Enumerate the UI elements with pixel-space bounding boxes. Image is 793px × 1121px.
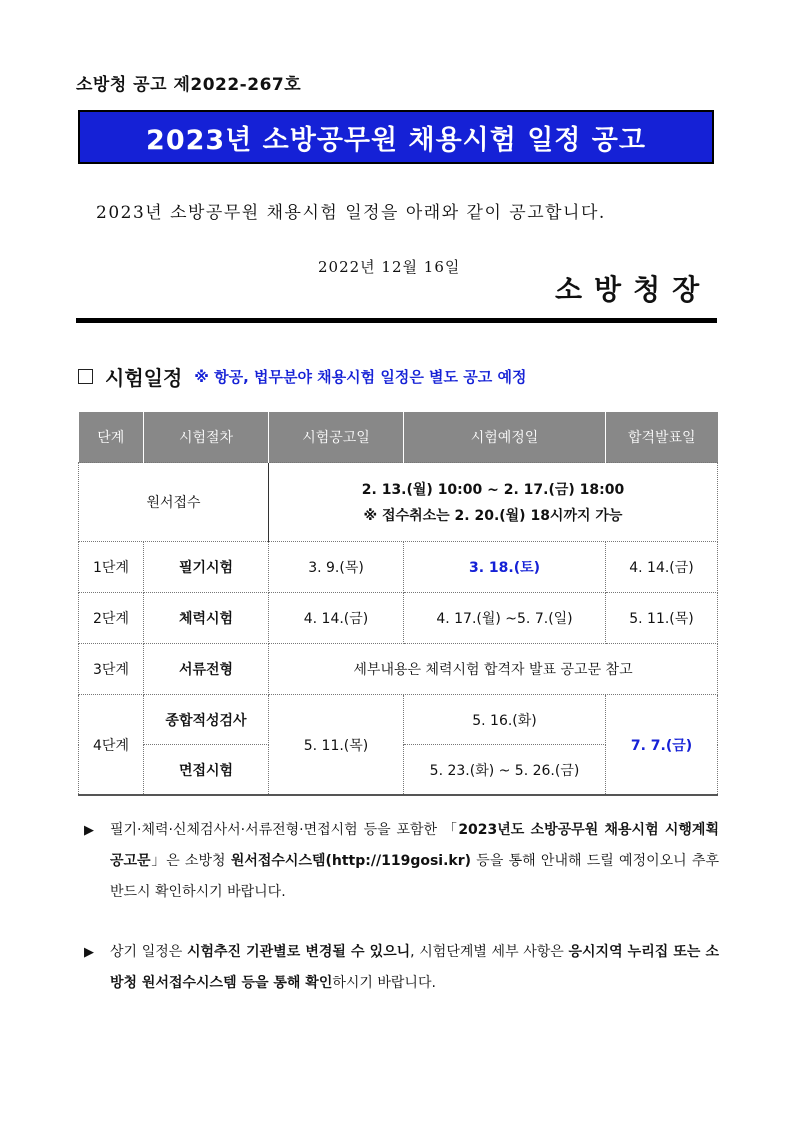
arrow-right-icon: ▶ xyxy=(84,945,94,960)
header-exam: 시험예정일 xyxy=(404,412,606,463)
procedure-cell: 종합적성검사 xyxy=(144,695,269,745)
title-banner xyxy=(78,110,714,164)
bullet-text: 필기·체력·신체검사서·서류전형·면접시험 등을 포함한 「2023년도 소방공무원 채용시험 시행계획 공고문」은 소방청 원서접수시스템(http://119gosi.kr) 등을 통해 안내해 드릴 예정이오니 추후 반드시 확인하시기 바랍니다. xyxy=(110,822,719,900)
table-row xyxy=(79,644,718,695)
notice-number: 소방청 공고 제2022-267호 xyxy=(76,75,302,95)
list-item xyxy=(84,937,719,999)
checkbox-icon xyxy=(78,369,93,384)
divider xyxy=(76,318,717,323)
procedure-cell: 면접시험 xyxy=(144,745,269,796)
application-cancel-note: ※ 접수취소는 2. 20.(월) 18시까지 가능 xyxy=(363,508,623,524)
stage-cell: 1단계 xyxy=(79,542,144,593)
bullet-text: 상기 일정은 시험추진 기관별로 변경될 수 있으니, 시험단계별 세부 사항은 응시지역 누리집 또는 소방청 원서접수시스템 등을 통해 확인하시기 바랍니다. xyxy=(110,944,719,991)
page-title: 2023년 소방공무원 채용시험 일정 공고 xyxy=(146,124,646,156)
header-stage: 단계 xyxy=(79,412,144,463)
table-row xyxy=(79,593,718,644)
announce-cell: 5. 11.(목) xyxy=(269,695,404,796)
header-announce: 시험공고일 xyxy=(269,412,404,463)
arrow-right-icon: ▶ xyxy=(84,823,94,838)
table-row xyxy=(79,463,718,542)
notice-date: 2022년 12월 16일 xyxy=(318,258,461,276)
announce-cell: 4. 14.(금) xyxy=(269,593,404,644)
result-cell: 4. 14.(금) xyxy=(606,542,718,593)
intro-text: 2023년 소방공무원 채용시험 일정을 아래와 같이 공고합니다. xyxy=(96,203,606,223)
result-cell: 5. 11.(목) xyxy=(606,593,718,644)
application-label: 원서접수 xyxy=(79,463,269,542)
procedure-cell: 서류전형 xyxy=(144,644,269,695)
section-title: 시험일정 xyxy=(105,366,183,390)
table-row xyxy=(79,695,718,745)
merged-note-cell: 세부내용은 체력시험 합격자 발표 공고문 참고 xyxy=(269,644,718,695)
exam-cell: 4. 17.(월) ~5. 7.(일) xyxy=(404,593,606,644)
stage-cell: 2단계 xyxy=(79,593,144,644)
section-note: ※ 항공, 법무분야 채용시험 일정은 별도 공고 예정 xyxy=(194,368,527,386)
application-period: 2. 13.(월) 10:00 ~ 2. 17.(금) 18:00 xyxy=(361,482,625,498)
result-cell: 7. 7.(금) xyxy=(606,695,718,796)
section-header xyxy=(78,362,526,391)
stage-cell: 4단계 xyxy=(79,695,144,796)
header-result: 합격발표일 xyxy=(606,412,718,463)
header-procedure: 시험절차 xyxy=(144,412,269,463)
exam-cell: 5. 23.(화) ~ 5. 26.(금) xyxy=(404,745,606,796)
table-row xyxy=(79,542,718,593)
list-item xyxy=(84,815,719,908)
stage-cell: 3단계 xyxy=(79,644,144,695)
announce-cell: 3. 9.(목) xyxy=(269,542,404,593)
schedule-table xyxy=(78,412,718,796)
application-period-cell xyxy=(269,463,718,542)
table-header-row xyxy=(79,412,718,463)
procedure-cell: 필기시험 xyxy=(144,542,269,593)
signer: 소방청장 xyxy=(555,273,712,306)
procedure-cell: 체력시험 xyxy=(144,593,269,644)
exam-cell: 5. 16.(화) xyxy=(404,695,606,745)
exam-cell: 3. 18.(토) xyxy=(404,542,606,593)
